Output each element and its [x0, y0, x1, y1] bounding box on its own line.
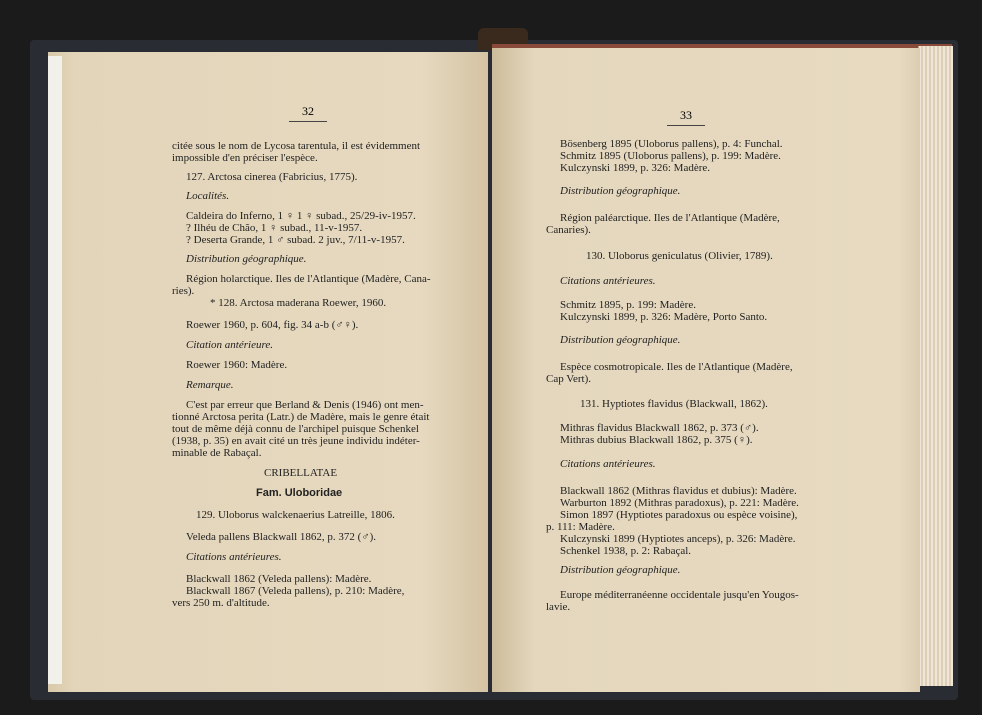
text-line: Schmitz 1895, p. 199: Madère. — [560, 299, 696, 311]
text-line: Mithras dubius Blackwall 1862, p. 375 (♀). — [560, 434, 753, 446]
section-heading: Citations antérieures. — [186, 551, 282, 563]
section-heading: Remarque. — [186, 379, 234, 391]
species-heading: 131. Hyptiotes flavidus (Blackwall, 1862). — [580, 398, 768, 410]
text-line: Blackwall 1862 (Veleda pallens): Madère. — [186, 573, 372, 585]
text-line: Kulczynski 1899 (Hyptiotes anceps), p. 326: Madère. — [560, 533, 796, 545]
text-line: lavie. — [546, 601, 571, 613]
text-line: ries). — [172, 285, 195, 297]
page-number-right: 33 — [656, 108, 716, 126]
text-line: Espèce cosmotropicale. Iles de l'Atlantique (Madère, — [560, 361, 793, 373]
text-line: Kulczynski 1899, p. 326: Madère. — [560, 162, 710, 174]
text-line: Canaries). — [546, 224, 591, 236]
text-line: Roewer 1960, p. 604, fig. 34 a-b (♂♀). — [186, 319, 359, 331]
text-line: Région holarctique. Iles de l'Atlantique (Madère, Cana- — [186, 273, 431, 285]
text-line: Cap Vert). — [546, 373, 592, 385]
species-heading: * 128. Arctosa maderana Roewer, 1960. — [210, 297, 387, 309]
text-line: Région paléarctique. Iles de l'Atlantique (Madère, — [560, 212, 780, 224]
text-line: ? Deserta Grande, 1 ♂ subad. 2 juv., 7/11-v-1957. — [186, 234, 405, 246]
species-heading: 127. Arctosa cinerea (Fabricius, 1775). — [186, 171, 358, 183]
text-line: citée sous le nom de Lycosa tarentula, il est évidemment — [172, 140, 421, 152]
section-heading: Citations antérieures. — [560, 275, 656, 287]
paper-strip — [48, 56, 62, 684]
text-line: Caldeira do Inferno, 1 ♀ 1 ♀ subad., 25/29-iv-1957. — [186, 210, 416, 222]
text-line: Schmitz 1895 (Uloborus pallens), p. 199: Madère. — [560, 150, 781, 162]
text-line: Blackwall 1867 (Veleda pallens), p. 210: Madère, — [186, 585, 405, 597]
page-number-left: 32 — [278, 104, 338, 122]
text-line: Kulczynski 1899, p. 326: Madère, Porto Santo. — [560, 311, 768, 323]
text-line: Bösenberg 1895 (Uloborus pallens), p. 4: Funchal. — [560, 138, 783, 150]
page-edges — [918, 46, 953, 686]
text-line: Roewer 1960: Madère. — [186, 359, 288, 371]
text-line: tionné Arctosa perita (Latr.) de Madère, mais le genre était — [172, 411, 430, 423]
text-line: Europe méditerranéenne occidentale jusqu'en Yougos- — [560, 589, 799, 601]
section-heading: Distribution géographique. — [560, 564, 681, 576]
text-line: Blackwall 1862 (Mithras flavidus et dubius): Madère. — [560, 485, 797, 497]
text-line: C'est par erreur que Berland & Denis (1946) ont men- — [186, 399, 424, 411]
species-heading: 129. Uloborus walckenaerius Latreille, 1806. — [196, 509, 395, 521]
family-heading: Fam. Uloboridae — [256, 487, 343, 499]
section-heading: Distribution géographique. — [560, 334, 681, 346]
section-heading: Citation antérieure. — [186, 339, 273, 351]
text-line: tout de même déjà connu de l'archipel puisque Schenkel — [172, 423, 419, 435]
text-line: Warburton 1892 (Mithras paradoxus), p. 221: Madère. — [560, 497, 799, 509]
text-line: impossible d'en préciser l'espèce. — [172, 152, 318, 164]
section-heading: Localités. — [186, 190, 230, 202]
text-line: (1938, p. 35) en avait cité un très jeune individu indéter- — [172, 435, 420, 447]
text-line: p. 111: Madère. — [546, 521, 615, 533]
section-heading: Distribution géographique. — [560, 185, 681, 197]
text-line: vers 250 m. d'altitude. — [172, 597, 270, 609]
section-heading: Citations antérieures. — [560, 458, 656, 470]
suborder-heading: CRIBELLATAE — [264, 467, 338, 479]
species-heading: 130. Uloborus geniculatus (Olivier, 1789). — [586, 250, 773, 262]
text-line: Schenkel 1938, p. 2: Rabaçal. — [560, 545, 692, 557]
text-line: Veleda pallens Blackwall 1862, p. 372 (♂). — [186, 531, 377, 543]
section-heading: Distribution géographique. — [186, 253, 307, 265]
text-line: minable de Rabaçal. — [172, 447, 262, 459]
text-line: ? Ilhéu de Chão, 1 ♀ subad., 11-v-1957. — [186, 222, 363, 234]
text-line: Simon 1897 (Hyptiotes paradoxus ou espèce voisine), — [560, 509, 798, 521]
text-line: Mithras flavidus Blackwall 1862, p. 373 (♂). — [560, 422, 759, 434]
